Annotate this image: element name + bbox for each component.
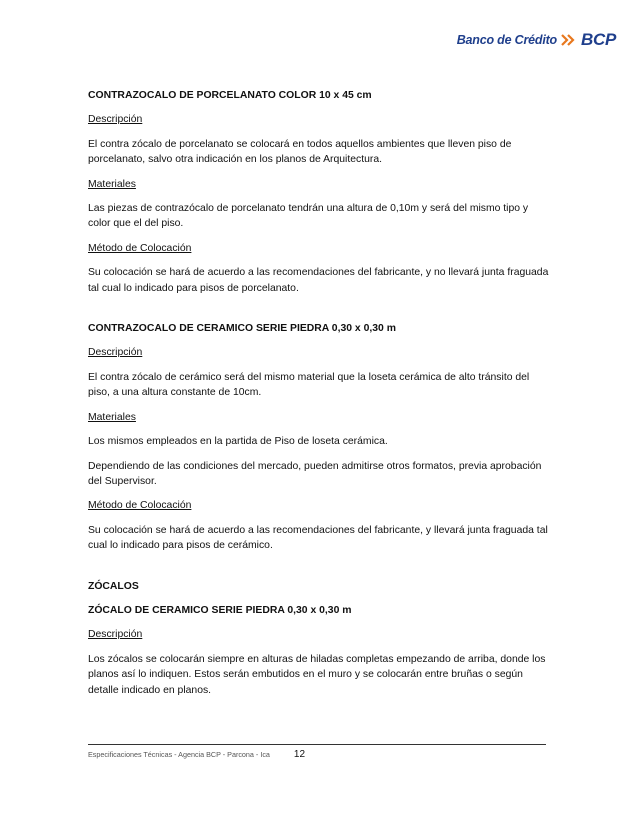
subheading-materiales: Materiales — [88, 411, 136, 423]
section-title: ZÓCALOS — [88, 580, 139, 592]
paragraph: Los zócalos se colocarán siempre en alturas de hiladas completas empezando de arriba, donde los planos así lo indiquen. Estos serán embutidos en el muro y se colocarán entre bruñas o según detalle indicado en planos. — [88, 653, 546, 696]
page-number: 12 — [293, 749, 306, 760]
section-subtitle: ZÓCALO DE CERAMICO SERIE PIEDRA 0,30 x 0,30 m — [88, 604, 352, 616]
footer-text: Especificaciones Técnicas - Agencia BCP - Parcona - Ica — [88, 750, 270, 759]
paragraph: El contra zócalo de cerámico será del mismo material que la loseta cerámica de alto tránsito del piso, a una altura constante de 10cm. — [88, 371, 530, 399]
paragraph: Los mismos empleados en la partida de Piso de loseta cerámica. — [88, 436, 388, 448]
bcp-logo — [457, 30, 616, 50]
paragraph: El contra zócalo de porcelanato se colocará en todos aquellos ambientes que lleven piso de porcelanato, salvo otra indicación en los planos de Arquitectura. — [88, 138, 512, 166]
subheading-metodo: Método de Colocación — [88, 500, 192, 512]
page-footer — [88, 749, 305, 760]
subheading-descripcion: Descripción — [88, 629, 143, 641]
subheading-materiales: Materiales — [88, 178, 136, 190]
logo-bank-text: Banco de Crédito — [456, 33, 557, 47]
paragraph: Su colocación se hará de acuerdo a las recomendaciones del fabricante, y no llevará junta fraguada tal cual lo indicado para pisos de porcelanato. — [88, 267, 549, 294]
paragraph: Las piezas de contrazócalo de porcelanato tendrán una altura de 0,10m y será del mismo tipo y color que el del piso. — [88, 203, 529, 230]
subheading-metodo: Método de Colocación — [88, 242, 192, 254]
document-body — [88, 88, 550, 698]
chevron-arrows-icon — [561, 34, 577, 46]
subheading-descripcion: Descripción — [88, 347, 143, 359]
logo-bcp-text: BCP — [581, 30, 616, 49]
section-title: CONTRAZOCALO DE CERAMICO SERIE PIEDRA 0,30 x 0,30 m — [88, 323, 396, 335]
paragraph: Dependiendo de las condiciones del mercado, pueden admitirse otros formatos, previa aprobación del Supervisor. — [88, 460, 542, 487]
subheading-descripcion: Descripción — [88, 114, 143, 126]
footer-divider — [88, 744, 546, 745]
paragraph: Su colocación se hará de acuerdo a las recomendaciones del fabricante, y llevará junta fraguada tal cual lo indicado para pisos de cerámico. — [88, 524, 548, 552]
section-title: CONTRAZOCALO DE PORCELANATO COLOR 10 x 45 cm — [88, 90, 372, 101]
